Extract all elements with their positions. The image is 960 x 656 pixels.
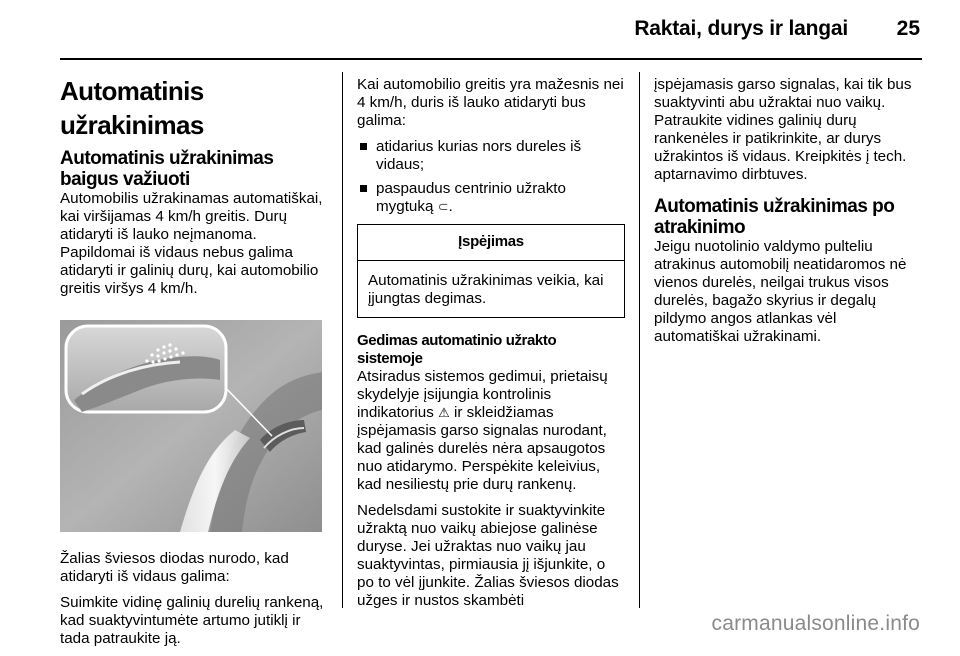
bullet-icon xyxy=(360,143,367,150)
subsection-title: Gedimas automatinio užrakto sistemoje xyxy=(357,332,557,367)
header-rule xyxy=(60,58,922,60)
bullet-icon xyxy=(360,185,367,192)
column-divider-1 xyxy=(342,72,343,608)
door-handle-illustration xyxy=(60,320,322,532)
child-lock-indicator-icon: ⚠ xyxy=(438,405,450,420)
paragraph: Kai automobilio greitis yra mažesnis nei 4 km/h, duris iš lauko atidaryti bus galima: xyxy=(357,76,624,129)
column-divider-2 xyxy=(639,72,640,608)
door-handle-image xyxy=(60,320,322,532)
list-item: atidarius kurias nors dureles iš vidaus; xyxy=(357,138,625,174)
column-3 xyxy=(654,76,924,354)
list-item: paspaudus centrinio užrakto mygtuką ⊂. xyxy=(357,180,625,216)
section-title: Automatinis užrakinimas xyxy=(60,76,204,140)
paragraph: Jeigu nuotolinio valdymo pulteliu atrakinus automobilį neatidaromos nė vienos durelės, neilgai trukus visos durelės, bagažo skyrius ir degalų pildymo angos atlankas vėl automatiškai užrakinami. xyxy=(654,238,907,345)
lock-icon: ⊂ xyxy=(437,199,449,214)
paragraph: Atsiradus sistemos gedimui, prietaisų skydelyje įsijungia kontrolinis indikatorius ⚠ ir skleidžiamas įspėjamasis garso signalas nurodant, kad galinės durelės nėra apsaugotos nuo atidarymo. Perspėkite keleivius, kad nesiliestų prie durų rankenų. xyxy=(357,368,608,493)
paragraph: Suimkite vidinę galinių durelių rankeną, kad suaktyvintumėte artumo jutiklį ir tada patraukite ją. xyxy=(60,594,324,647)
subsection-title: Automatinis užrakinimas po atrakinimo xyxy=(654,196,895,238)
paragraph: Automobilis užrakinamas automatiškai, kai viršijamas 4 km/h greitis. Durų atidaryti iš lauko neįmanoma. Papildomai iš vidaus nebus galima atidaryti ir galinių durų, kai automobilio greitis viršys 4 km/h. xyxy=(60,190,323,297)
bullet-list xyxy=(357,138,625,216)
paragraph: Žalias šviesos diodas nurodo, kad atidaryti iš vidaus galima: xyxy=(60,550,289,585)
paragraph: Nedelsdami sustokite ir suaktyvinkite užraktą nuo vaikų abiejose galinėse duryse. Jei užraktas nuo vaikų jau suaktyvintas, pirmiausia jį išjunkite, o po to vėl įjunkite. Žalias šviesos diodas užges ir nustos skambėti xyxy=(357,502,619,609)
page-number: 25 xyxy=(896,17,920,40)
subsection-title: Automatinis užrakinimas baigus važiuoti xyxy=(60,148,274,190)
paragraph: įspėjamasis garso signalas, kai tik bus suaktyvinti abu užraktai nuo vaikų. Patraukite vidines galinių durų rankenėles ir patikrinkite, ar durys užrakintos iš vidaus. Kreipkitės į tech. aptarnavimo dirbtuves. xyxy=(654,76,912,183)
chapter-title: Raktai, durys ir langai xyxy=(634,17,848,40)
watermark: carmanualsonline.info xyxy=(711,612,920,635)
warning-title: Įspėjimas xyxy=(358,225,624,261)
warning-box xyxy=(357,224,625,318)
page-header xyxy=(0,0,960,60)
column-1 xyxy=(60,70,330,656)
warning-text: Automatinis užrakinimas veikia, kai įjungtas degimas. xyxy=(368,272,604,307)
column-2 xyxy=(357,76,625,618)
